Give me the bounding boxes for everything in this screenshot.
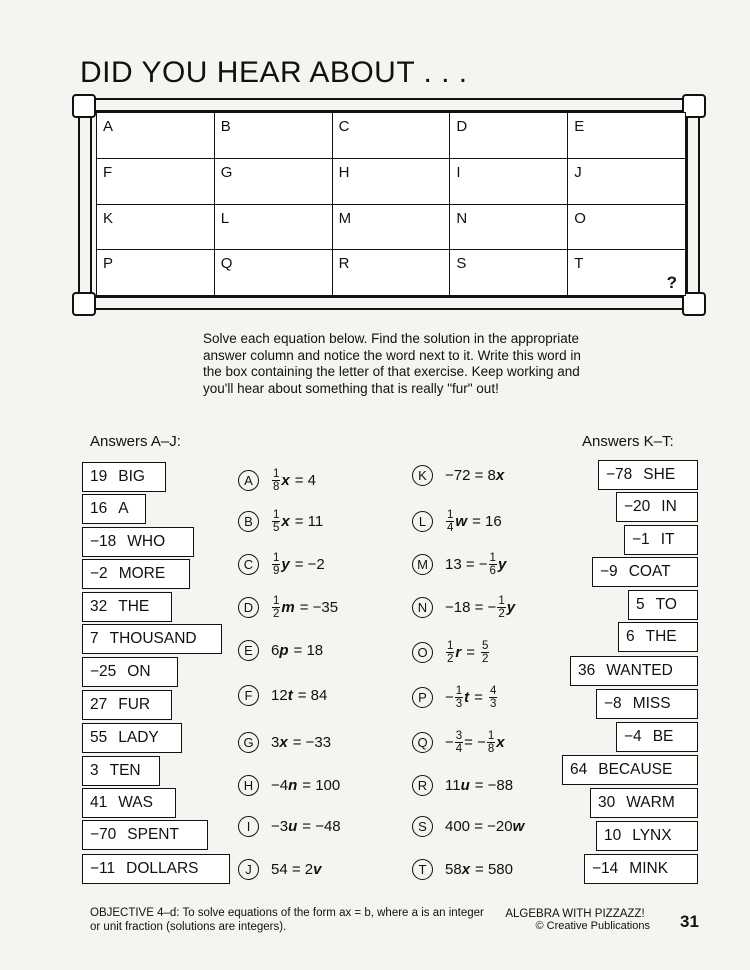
grid-cell-label: R [338, 255, 350, 273]
exercise-letter-circle: P [412, 687, 433, 708]
answer-word: IT [660, 531, 675, 548]
grid-cell-label: G [220, 163, 233, 181]
variable: x [281, 512, 290, 530]
numerator: 5 [482, 639, 489, 652]
numerator: 1 [487, 729, 495, 742]
numerator: 1 [273, 467, 280, 480]
answer-word: THOUSAND [109, 630, 197, 647]
answer-number: 10 [604, 827, 622, 844]
answer-number: 7 [90, 630, 99, 647]
equation-lhs: 54 = 2 [271, 860, 314, 878]
equation [445, 552, 506, 577]
exercise-m [412, 549, 506, 579]
fraction [272, 595, 280, 620]
exercise-g [238, 727, 331, 757]
coefficient: 6 [271, 641, 280, 659]
equation-rhs: = 84 [297, 686, 328, 704]
page-number: 31 [680, 912, 699, 931]
fraction [272, 552, 280, 577]
variable: x [279, 733, 288, 751]
frame-right-border [686, 98, 700, 308]
equation-rhs: = −48 [302, 817, 341, 835]
answer-box [596, 689, 698, 719]
exercise-letter-circle: M [412, 554, 433, 575]
fraction [446, 509, 454, 534]
grid-cell-g[interactable] [214, 158, 332, 204]
numerator: 1 [273, 551, 280, 564]
answer-number: 19 [90, 468, 108, 485]
answer-word: TEN [109, 762, 141, 779]
answer-number: 3 [90, 762, 99, 779]
grid-cell-label: Q [220, 255, 233, 273]
fraction [487, 730, 495, 755]
answer-number: −78 [606, 466, 633, 483]
frame-top-border [80, 98, 698, 112]
answer-word: FUR [118, 696, 151, 713]
coefficient: 58 [445, 860, 462, 878]
equation-rhs: = 11 [294, 512, 324, 530]
grid-cell-j[interactable] [568, 158, 686, 204]
coefficient: −4 [271, 776, 289, 794]
exercise-letter-circle: N [412, 597, 433, 618]
grid-cell-k[interactable] [97, 204, 215, 250]
exercise-q [412, 727, 505, 757]
answer-box [590, 788, 698, 818]
answer-word: LADY [118, 729, 159, 746]
answer-number: −25 [90, 663, 117, 680]
answer-word: DOLLARS [126, 860, 199, 877]
grid-cell-h[interactable] [332, 158, 450, 204]
frame-left-border [78, 98, 92, 308]
answer-number: 32 [90, 598, 108, 615]
grid-cell-label: N [456, 209, 468, 227]
answer-word: BIG [118, 468, 145, 485]
equation [271, 552, 325, 577]
variable: y [506, 598, 516, 616]
denominator: 9 [273, 564, 280, 577]
denominator: 5 [273, 521, 280, 534]
answer-word: COAT [628, 563, 671, 580]
exercise-k [412, 460, 504, 490]
fraction [272, 468, 280, 493]
denominator: 6 [489, 564, 496, 577]
answer-word: WAS [118, 794, 153, 811]
answer-number: −70 [90, 826, 117, 843]
equation [271, 509, 323, 534]
answer-number: 36 [578, 662, 596, 679]
exercise-i [238, 811, 341, 841]
variable: w [512, 817, 525, 835]
numerator: 3 [455, 729, 463, 742]
answer-box [82, 788, 176, 818]
equation-rhs: = 18 [293, 641, 324, 659]
exercise-e [238, 635, 323, 665]
fraction [455, 685, 463, 710]
answer-number: 6 [626, 628, 635, 645]
answer-word: TO [655, 596, 677, 613]
fraction [455, 730, 463, 755]
grid-row [97, 204, 686, 250]
answer-number: −9 [600, 563, 618, 580]
frame-corner-ornament [72, 292, 96, 316]
denominator: 2 [498, 607, 505, 620]
denominator: 2 [273, 607, 280, 620]
variable: r [455, 643, 462, 661]
answer-word: ON [127, 663, 151, 680]
equation [445, 467, 504, 484]
variable: y [281, 555, 290, 573]
equation-rhs: = −35 [299, 598, 339, 616]
grid-cell-f[interactable] [97, 158, 215, 204]
equation-lhs: 13 = − [445, 555, 488, 573]
denominator: 2 [482, 652, 489, 665]
equals: = − [464, 733, 486, 751]
answer-word: MISS [632, 695, 671, 712]
exercise-d [238, 592, 338, 622]
answer-box [82, 820, 208, 850]
answer-box [616, 722, 698, 752]
grid-cell-n[interactable] [450, 204, 568, 250]
grid-cell-label: E [574, 118, 585, 135]
grid-cell-i[interactable] [450, 158, 568, 204]
grid-row [97, 250, 686, 296]
denominator: 4 [447, 521, 454, 534]
exercise-f [238, 680, 327, 710]
exercise-letter-circle: R [412, 775, 433, 796]
grid-cell-s[interactable] [450, 250, 568, 296]
exercise-letter-circle: J [238, 859, 259, 880]
answers-k-t-title: Answers K–T: [582, 433, 674, 450]
answer-box [624, 525, 698, 555]
answer-box [570, 656, 698, 686]
coefficient: 12 [271, 686, 288, 704]
answer-number: −14 [592, 860, 619, 877]
exercise-o [412, 637, 490, 667]
equation-rhs: = 4 [294, 471, 317, 489]
equation [271, 818, 341, 835]
answer-box [82, 494, 146, 524]
variable: u [460, 776, 470, 794]
grid-cell-c[interactable] [332, 113, 450, 159]
answer-box [598, 460, 698, 490]
grid-cell-label: I [456, 163, 461, 181]
answer-word: SHE [643, 466, 676, 483]
page-title: DID YOU HEAR ABOUT . . . [80, 56, 468, 89]
answer-box [584, 854, 698, 884]
answer-word: SPENT [127, 826, 179, 843]
answer-number: −4 [624, 728, 642, 745]
equation [445, 509, 502, 534]
answer-box [618, 622, 698, 652]
equation [271, 861, 321, 878]
exercise-letter-circle: T [412, 859, 433, 880]
equation [445, 685, 498, 710]
answer-letter-grid [96, 112, 686, 296]
answer-box [82, 624, 222, 654]
grid-cell-label: T [574, 255, 584, 273]
answer-box [82, 657, 178, 687]
grid-cell-label: B [220, 118, 231, 135]
question-mark: ? [666, 273, 677, 292]
copyright-notice: © Creative Publications [535, 920, 650, 932]
exercise-j [238, 854, 321, 884]
grid-cell-label: P [103, 255, 114, 273]
denominator: 4 [455, 742, 463, 755]
grid-cell-label: H [338, 163, 350, 181]
variable: n [288, 776, 298, 794]
variable: x [496, 733, 505, 751]
answer-box [592, 557, 698, 587]
answer-number: −20 [624, 498, 651, 515]
answer-box [82, 756, 160, 786]
fraction [446, 640, 454, 665]
answer-word: WANTED [606, 662, 673, 679]
grid-cell-label: S [456, 255, 467, 273]
equation [445, 777, 513, 794]
grid-cell-d[interactable] [450, 113, 568, 159]
equation-rhs: = −88 [474, 776, 514, 794]
exercise-t [412, 854, 513, 884]
equation-rhs: = 16 [472, 512, 502, 530]
fraction [489, 552, 497, 577]
equation [445, 818, 524, 835]
exercise-c [238, 549, 325, 579]
exercise-h [238, 770, 340, 800]
exercise-r [412, 770, 513, 800]
exercise-letter-circle: H [238, 775, 259, 796]
exercise-letter-circle: Q [412, 732, 433, 753]
numerator: 1 [447, 639, 454, 652]
exercise-letter-circle: G [238, 732, 259, 753]
answer-box [82, 592, 172, 622]
equation [271, 595, 338, 620]
variable: v [313, 860, 322, 878]
equation-rhs: = −2 [294, 555, 325, 573]
numerator: 4 [489, 684, 497, 697]
denominator: 8 [273, 480, 280, 493]
answer-word: WHO [127, 533, 166, 550]
variable: t [464, 688, 470, 706]
answer-number: 30 [598, 794, 616, 811]
exercise-letter-circle: D [238, 597, 259, 618]
answer-number: 16 [90, 500, 108, 517]
answer-word: THE [118, 598, 150, 615]
answer-word: BE [652, 728, 674, 745]
answer-word: BECAUSE [598, 761, 673, 778]
variable: x [495, 466, 505, 484]
answer-number: −18 [90, 533, 117, 550]
fraction [481, 640, 489, 665]
sign: − [445, 688, 454, 706]
denominator: 2 [447, 652, 454, 665]
equation-rhs: = 580 [475, 860, 513, 878]
answer-number: 5 [636, 596, 645, 613]
denominator: 3 [455, 697, 463, 710]
answer-word: IN [661, 498, 677, 515]
exercise-l [412, 506, 502, 536]
fraction [489, 685, 497, 710]
grid-cell-t[interactable] [568, 250, 686, 296]
grid-cell-a[interactable] [97, 113, 215, 159]
answer-number: −2 [90, 565, 108, 582]
exercise-letter-circle: S [412, 816, 433, 837]
variable: w [455, 512, 468, 530]
answer-number: −1 [632, 531, 650, 548]
variable: x [461, 860, 471, 878]
variable: u [288, 817, 298, 835]
grid-cell-label: F [103, 163, 113, 181]
grid-cell-p[interactable] [97, 250, 215, 296]
equation [445, 640, 490, 665]
grid-cell-o[interactable] [568, 204, 686, 250]
grid-row [97, 158, 686, 204]
grid-cell-q[interactable] [214, 250, 332, 296]
equation [271, 687, 327, 704]
grid-cell-label: K [103, 209, 114, 227]
exercise-letter-circle: B [238, 511, 259, 532]
grid-cell-l[interactable] [214, 204, 332, 250]
answer-word: LYNX [632, 827, 672, 844]
equation [445, 595, 515, 620]
frame-bottom-border [80, 296, 698, 310]
sign: − [445, 733, 454, 751]
answer-word: A [118, 500, 129, 517]
denominator: 3 [489, 697, 497, 710]
exercise-letter-circle: L [412, 511, 433, 532]
numerator: 1 [455, 684, 463, 697]
grid-cell-e[interactable] [568, 113, 686, 159]
numerator: 1 [489, 551, 496, 564]
frame-corner-ornament [72, 94, 96, 118]
coefficient: −3 [271, 817, 289, 835]
grid-cell-b[interactable] [214, 113, 332, 159]
variable: y [497, 555, 507, 573]
answer-box [82, 559, 190, 589]
equals: = [466, 643, 476, 661]
answers-a-j-title: Answers A–J: [90, 433, 181, 450]
numerator: 1 [447, 508, 454, 521]
equation-rhs: = −33 [292, 733, 332, 751]
answer-box [82, 854, 230, 884]
answer-number: 64 [570, 761, 588, 778]
equation [445, 730, 505, 755]
exercise-letter-circle: I [238, 816, 259, 837]
grid-cell-r[interactable] [332, 250, 450, 296]
coefficient: 11 [445, 776, 461, 794]
denominator: 8 [487, 742, 495, 755]
exercise-letter-circle: A [238, 470, 259, 491]
answer-word: THE [645, 628, 677, 645]
grid-cell-label: L [220, 209, 230, 227]
equals: = [474, 688, 483, 706]
answer-box [82, 527, 194, 557]
equation-lhs: −18 = − [445, 598, 497, 616]
coefficient: 3 [271, 733, 280, 751]
answer-word: MORE [118, 565, 166, 582]
exercise-s [412, 811, 524, 841]
equation [445, 861, 513, 878]
grid-row [97, 113, 686, 159]
answer-number: −8 [604, 695, 622, 712]
equation-rhs: = 100 [302, 776, 341, 794]
equation [271, 734, 331, 751]
answer-box [82, 723, 182, 753]
exercise-p [412, 682, 498, 712]
objective-text: OBJECTIVE 4–d: To solve equations of the form ax = b, where a is an integer or unit fraction (solutions are integers). [90, 907, 484, 933]
variable: p [279, 641, 289, 659]
variable: x [281, 471, 290, 489]
answer-box [596, 821, 698, 851]
equation-lhs: 400 = −20 [445, 817, 513, 835]
answer-number: 55 [90, 729, 108, 746]
grid-cell-label: D [456, 118, 468, 135]
book-title: ALGEBRA WITH PIZZAZZ! [505, 908, 645, 920]
fraction [497, 595, 505, 620]
grid-cell-label: O [574, 209, 586, 227]
numerator: 1 [273, 594, 280, 607]
equation [271, 777, 340, 794]
exercise-n [412, 592, 515, 622]
numerator: 1 [273, 508, 280, 521]
variable: t [287, 686, 293, 704]
answer-box [82, 690, 172, 720]
equation [271, 642, 323, 659]
answer-box [82, 462, 166, 492]
equation-lhs: −72 = 8 [445, 466, 496, 484]
answer-number: 27 [90, 696, 108, 713]
grid-cell-m[interactable] [332, 204, 450, 250]
answer-box [562, 755, 698, 785]
grid-cell-label: M [338, 209, 352, 227]
equation [271, 468, 316, 493]
answer-number: 41 [90, 794, 108, 811]
instructions-text: Solve each equation below. Find the solution in the appropriate answer column and notice the word next to it. Write this word in the box containing the letter of that exercise. Keep working and you'll hear about something that is really "fur" out! [203, 331, 581, 396]
numerator: 1 [498, 594, 505, 607]
answer-word: MINK [629, 860, 669, 877]
answer-word: WARM [626, 794, 675, 811]
grid-cell-label: A [103, 118, 114, 135]
fraction [272, 509, 280, 534]
variable: m [281, 598, 295, 616]
exercise-letter-circle: C [238, 554, 259, 575]
answer-number: −11 [90, 860, 116, 877]
exercise-letter-circle: F [238, 685, 259, 706]
exercise-letter-circle: E [238, 640, 259, 661]
grid-cell-label: J [574, 163, 582, 181]
exercise-a [238, 465, 316, 495]
answer-box [616, 492, 698, 522]
grid-cell-label: C [338, 118, 350, 135]
answer-box [628, 590, 698, 620]
exercise-letter-circle: O [412, 642, 433, 663]
exercise-b [238, 506, 323, 536]
exercise-letter-circle: K [412, 465, 433, 486]
